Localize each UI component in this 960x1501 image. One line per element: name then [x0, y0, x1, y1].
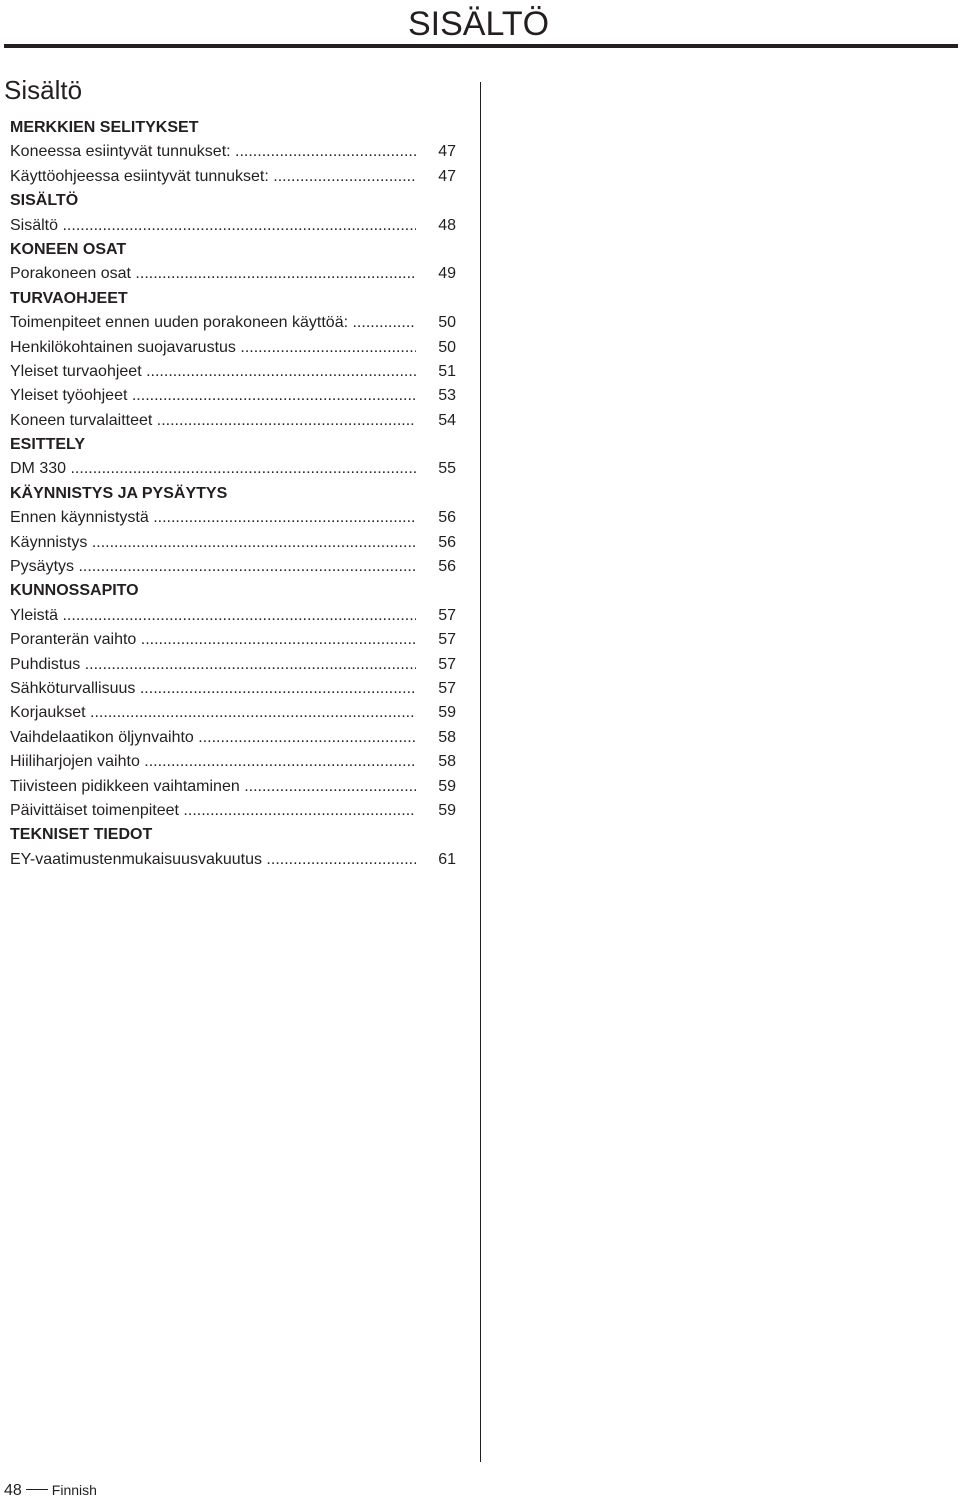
- toc-entry-page: 50: [438, 338, 456, 356]
- toc-entry: [10, 457, 456, 481]
- toc-entry: [10, 701, 456, 725]
- header-rule: [4, 44, 958, 48]
- toc-entry-page: 56: [438, 533, 456, 551]
- toc-entry-title: Sisältö .....: [10, 214, 416, 238]
- toc-entry-title: Päivittäiset toimenpiteet .....: [10, 799, 416, 823]
- toc-entry: [10, 531, 456, 555]
- toc-entry: [10, 262, 456, 286]
- toc-entry-page: 59: [438, 704, 456, 722]
- page-footer: [4, 1480, 97, 1501]
- toc-heading: KONEEN OSAT: [10, 240, 127, 258]
- toc-heading: KÄYNNISTYS JA PYSÄYTYS: [10, 484, 228, 502]
- toc-heading: KUNNOSSAPITO: [10, 582, 139, 600]
- toc-entry: [10, 384, 456, 408]
- toc-entry-title: Pysäytys .....: [10, 555, 416, 579]
- toc-entry: [10, 677, 456, 701]
- toc-entry-page: 59: [438, 777, 456, 795]
- toc-entry-page: 51: [438, 362, 456, 380]
- footer-language: Finnish: [51, 1482, 97, 1498]
- toc-heading: MERKKIEN SELITYKSET: [10, 119, 199, 136]
- toc-entry-page: 47: [438, 167, 456, 185]
- toc-entry: [10, 799, 456, 823]
- toc-entry: [10, 848, 456, 872]
- toc-entry: [10, 165, 456, 189]
- toc-entry-page: 47: [438, 143, 456, 161]
- toc-entry-title: DM 330 .....: [10, 457, 416, 481]
- toc-entry: [10, 409, 456, 433]
- toc-entry: [10, 628, 456, 652]
- toc-entry-title: Porakoneen osat .....: [10, 262, 416, 286]
- toc-entry-title: Vaihdelaatikon öljynvaihto .....: [10, 726, 416, 750]
- toc-entry-title: Sähköturvallisuus .....: [10, 677, 416, 701]
- toc-entry: [10, 360, 456, 384]
- toc-entry-page: 56: [438, 509, 456, 527]
- toc-heading: SISÄLTÖ: [10, 192, 79, 210]
- toc-entry-title: Ennen käynnistystä .....: [10, 506, 416, 530]
- toc-entry-page: 61: [438, 850, 456, 868]
- toc-entry-title: Henkilökohtainen suojavarustus .....: [10, 336, 416, 360]
- column-divider: [480, 82, 481, 1462]
- toc-entry-title: Yleistä .....: [10, 604, 416, 628]
- toc-entry: [10, 311, 456, 335]
- toc-entry-title: Korjaukset .....: [10, 701, 416, 725]
- toc-entry: [10, 604, 456, 628]
- toc-heading: ESITTELY: [10, 436, 85, 454]
- toc-entry-page: 49: [438, 265, 456, 283]
- toc-entry-page: 54: [438, 411, 456, 429]
- toc-entry: [10, 140, 456, 164]
- toc-entry-page: 59: [438, 801, 456, 819]
- toc-entry-title: Tiivisteen pidikkeen vaihtaminen .....: [10, 775, 416, 799]
- page-header-title: SISÄLTÖ: [408, 5, 550, 43]
- toc-entry-title: Poranterän vaihto .....: [10, 628, 416, 652]
- toc-entry-title: Hiiliharjojen vaihto .....: [10, 750, 416, 774]
- toc-entry-page: 57: [438, 679, 456, 697]
- toc-entry-title: Puhdistus .....: [10, 653, 416, 677]
- toc-entry-title: EY-vaatimustenmukaisuusvakuutus .....: [10, 848, 416, 872]
- toc-entry-page: 50: [438, 314, 456, 332]
- toc-entry-title: Koneen turvalaitteet .....: [10, 409, 416, 433]
- toc-entry: [10, 214, 456, 238]
- toc-entry-page: 55: [438, 460, 456, 478]
- toc-entry: [10, 653, 456, 677]
- toc-entry-page: 48: [438, 216, 456, 234]
- toc-entry-page: 53: [438, 387, 456, 405]
- toc-entry-title: Yleiset työohjeet .....: [10, 384, 416, 408]
- toc-entry-page: 56: [438, 558, 456, 576]
- section-title: Sisältö: [4, 75, 83, 105]
- toc-heading: TEKNISET TIEDOT: [10, 826, 153, 844]
- toc-entry-title: Toimenpiteet ennen uuden porakoneen käyttöä: .....: [10, 311, 416, 335]
- toc-entry-page: 57: [438, 655, 456, 673]
- toc-entry: [10, 726, 456, 750]
- toc-entry-page: 57: [438, 631, 456, 649]
- toc-entry-title: Yleiset turvaohjeet .....: [10, 360, 416, 384]
- toc-entry-title: Käynnistys .....: [10, 531, 416, 555]
- toc-entry: [10, 555, 456, 579]
- footer-page-number: 48: [4, 1482, 22, 1499]
- footer-dash: [26, 1489, 48, 1490]
- toc-entry-page: 57: [438, 606, 456, 624]
- toc-entry-title: Käyttöohjeessa esiintyvät tunnukset: .....: [10, 165, 416, 189]
- toc-entry-page: 58: [438, 753, 456, 771]
- table-of-contents: [10, 116, 456, 872]
- toc-entry-page: 58: [438, 728, 456, 746]
- toc-entry-title: Koneessa esiintyvät tunnukset: .....: [10, 140, 416, 164]
- toc-entry: [10, 775, 456, 799]
- toc-entry: [10, 506, 456, 530]
- toc-entry: [10, 336, 456, 360]
- toc-entry: [10, 750, 456, 774]
- toc-heading: TURVAOHJEET: [10, 289, 128, 307]
